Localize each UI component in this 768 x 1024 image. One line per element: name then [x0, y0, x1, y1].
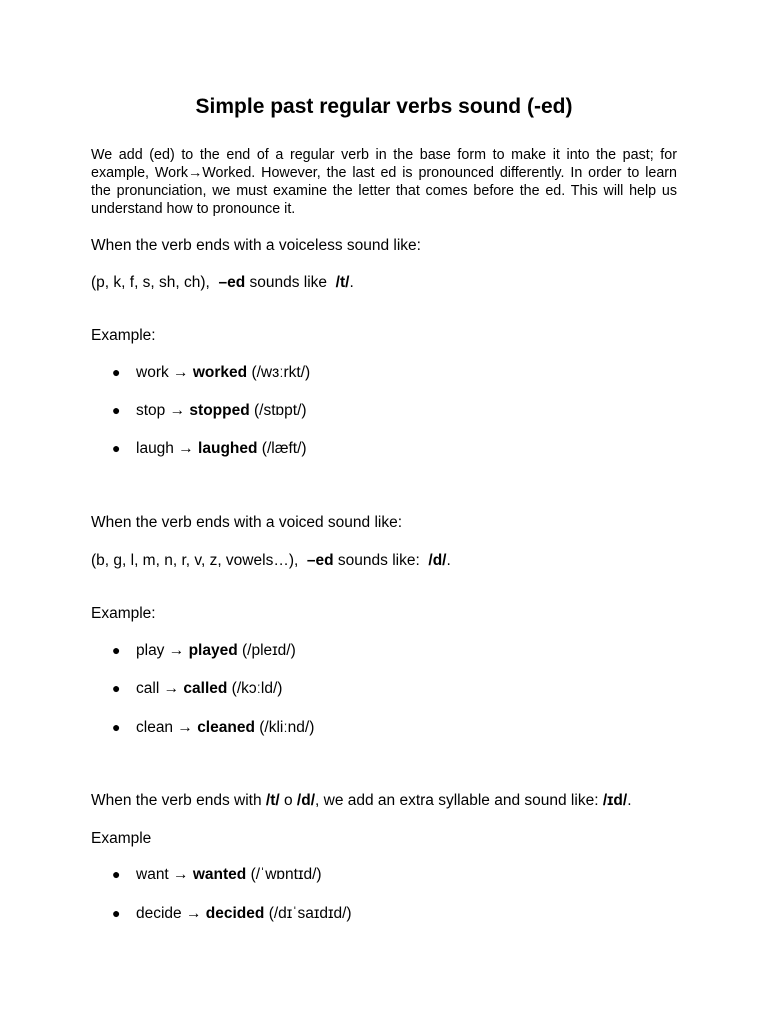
- rule-text: sounds like:: [333, 552, 429, 569]
- verb-past: stopped: [189, 402, 250, 419]
- rule-ending: –ed: [218, 274, 246, 291]
- rule-sound: /ɪd/: [602, 792, 628, 809]
- rule-text: sounds like: [245, 274, 336, 291]
- verb-base: laugh →: [136, 440, 194, 457]
- verb-ipa: (/ˈwɒntɪd/): [250, 866, 322, 883]
- rule-text: (p, k, f, s, sh, ch),: [91, 274, 219, 291]
- bullet-icon: ●: [112, 364, 121, 380]
- list-item: [112, 400, 307, 421]
- list-item: [112, 717, 314, 738]
- example-label: Example: [91, 830, 152, 847]
- verb-past: played: [188, 642, 238, 659]
- rule-text: .: [349, 274, 354, 291]
- list-item: [112, 438, 307, 459]
- verb-past: cleaned: [197, 719, 255, 736]
- verb-past: laughed: [198, 440, 258, 457]
- rule-text: o: [279, 792, 297, 809]
- rule-extra-syllable: [91, 791, 632, 811]
- bullet-icon: ●: [112, 680, 121, 696]
- rule-text: , we add an extra syllable and sound like:: [315, 792, 603, 809]
- verb-ipa: (/stɒpt/): [254, 402, 307, 419]
- verb-ipa: (/kliːnd/): [259, 719, 315, 736]
- verb-base: play →: [136, 642, 185, 659]
- rule-sound: /d/: [428, 552, 447, 569]
- verb-base: stop →: [136, 402, 186, 419]
- verb-ipa: (/dɪˈsaɪdɪd/): [268, 905, 352, 922]
- bullet-icon: ●: [112, 402, 121, 418]
- verb-past: called: [183, 680, 228, 697]
- rule-text: (b, g, l, m, n, r, v, z, vowels…),: [91, 552, 307, 569]
- rule-text: When the verb ends with: [91, 792, 266, 809]
- verb-base: call →: [136, 680, 180, 697]
- bullet-icon: ●: [112, 440, 121, 456]
- rule-sound: /t/: [265, 792, 280, 809]
- rule-text: .: [446, 552, 451, 569]
- verb-past: decided: [205, 905, 265, 922]
- rule-voiceless: [91, 273, 354, 293]
- verb-ipa: (/wɜːrkt/): [251, 364, 311, 381]
- rule-sound: /t/: [335, 274, 350, 291]
- example-label: Example:: [91, 327, 156, 344]
- verb-ipa: (/læft/): [261, 440, 307, 457]
- bullet-icon: ●: [112, 866, 121, 882]
- verb-past: wanted: [192, 866, 247, 883]
- section-heading-voiced: When the verb ends with a voiced sound like:: [91, 514, 403, 531]
- bullet-icon: ●: [112, 719, 121, 735]
- example-label: Example:: [91, 605, 156, 622]
- list-item: [112, 903, 352, 924]
- rule-sound: /d/: [296, 792, 316, 809]
- verb-base: want →: [136, 866, 189, 883]
- verb-past: worked: [192, 364, 248, 381]
- section-heading-voiceless: When the verb ends with a voiceless sound like:: [91, 237, 421, 254]
- verb-base: work →: [136, 364, 189, 381]
- list-item: [112, 640, 296, 661]
- rule-text: .: [627, 792, 632, 809]
- bullet-icon: ●: [112, 905, 121, 921]
- rule-ending: –ed: [306, 552, 334, 569]
- list-item: [112, 864, 322, 885]
- verb-ipa: (/kɔːld/): [231, 680, 283, 697]
- verb-base: clean →: [136, 719, 193, 736]
- page-title: Simple past regular verbs sound (-ed): [195, 95, 573, 118]
- bullet-icon: ●: [112, 642, 121, 658]
- verb-base: decide →: [136, 905, 202, 922]
- list-item: [112, 678, 282, 699]
- rule-voiced: [91, 551, 451, 571]
- verb-ipa: (/pleɪd/): [241, 642, 296, 659]
- intro-paragraph: We add (ed) to the end of a regular verb in the base form to make it into the past; for example, Work→Worked. However, the last ed is pronounced differently. In order to learn the pronunciation, we must examine the letter that comes before the ed. This will help us understand how to pronounce it.: [91, 147, 677, 217]
- list-item: [112, 362, 310, 383]
